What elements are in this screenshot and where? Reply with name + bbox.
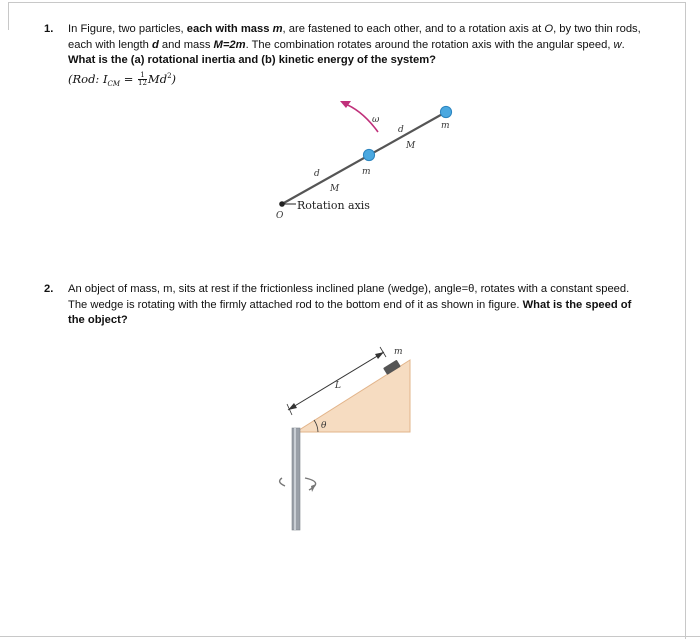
problem-number: 2. [44,283,54,295]
text-run-bold-italic: m [272,23,283,35]
rotation-arrowhead [311,484,316,492]
particle-upper [440,106,451,117]
figure-2-rotating-wedge [280,347,410,530]
fraction-denominator: 12 [138,78,147,87]
question-text: What is the speed of the object? [68,298,632,326]
rod-highlight [294,428,296,530]
label-theta: θ [321,421,327,431]
dim-arrow-end [375,352,384,359]
text-run: , are fastened to each other, and to a rotation axis at [282,23,545,35]
text-run-italic: O [544,23,554,35]
label-L: L [335,381,341,391]
angular-arrowhead [340,101,351,108]
label-d-lower: d [314,169,320,179]
label-M-lower: M [330,184,340,194]
dim-tick-start [287,404,292,415]
hint-exponent: 2 [167,71,172,80]
hint-suffix: ) [171,71,177,86]
text-run: . The combination rotates around the rotation axis with the angular speed, [245,38,614,51]
hint-eq: = [120,71,137,86]
figure-1-rotating-rods [276,101,452,221]
label-d-upper: d [398,125,404,135]
rotation-arrow-right [305,478,316,490]
question-text: What is the (a) rotational inertia and (b) kinetic energy of the system? [68,54,437,66]
label-O: O [276,211,284,221]
label-m: m [394,347,403,357]
text-run: In Figure, two particles, [68,23,187,35]
rotation-arrow-left [280,478,285,486]
text-run: . [621,38,625,51]
text-run-bold: each with mass [186,23,273,35]
label-m-lower: m [362,167,371,177]
text-run-italic: w [613,38,622,51]
label-rotation-axis: Rotation axis [297,199,370,212]
fraction-numerator: 1 [138,72,147,80]
text-run: An object of mass, m, sits at rest if the frictionless inclined plane (wedge), angle=θ, rotates with a constant speed. The wedge is rotating with the firmly attached rod to the bottom end of it as shown in figure. [68,283,630,311]
hint-prefix: (Rod: [68,71,103,86]
label-M-upper: M [406,141,416,151]
particle-lower [363,149,374,160]
hint-md: Md [147,71,168,86]
hint-icm-sub: CM [107,79,121,88]
hint-icm: I [102,71,108,86]
text-run-bold-italic: d [151,38,159,51]
label-m-upper: m [441,121,450,131]
text-run-bold-italic: M=2m [213,38,246,51]
label-omega: ω [372,115,380,125]
text-run: , by two thin rods, each with length [68,23,641,51]
problem-number: 1. [44,23,54,35]
text-run: and mass [158,38,214,51]
